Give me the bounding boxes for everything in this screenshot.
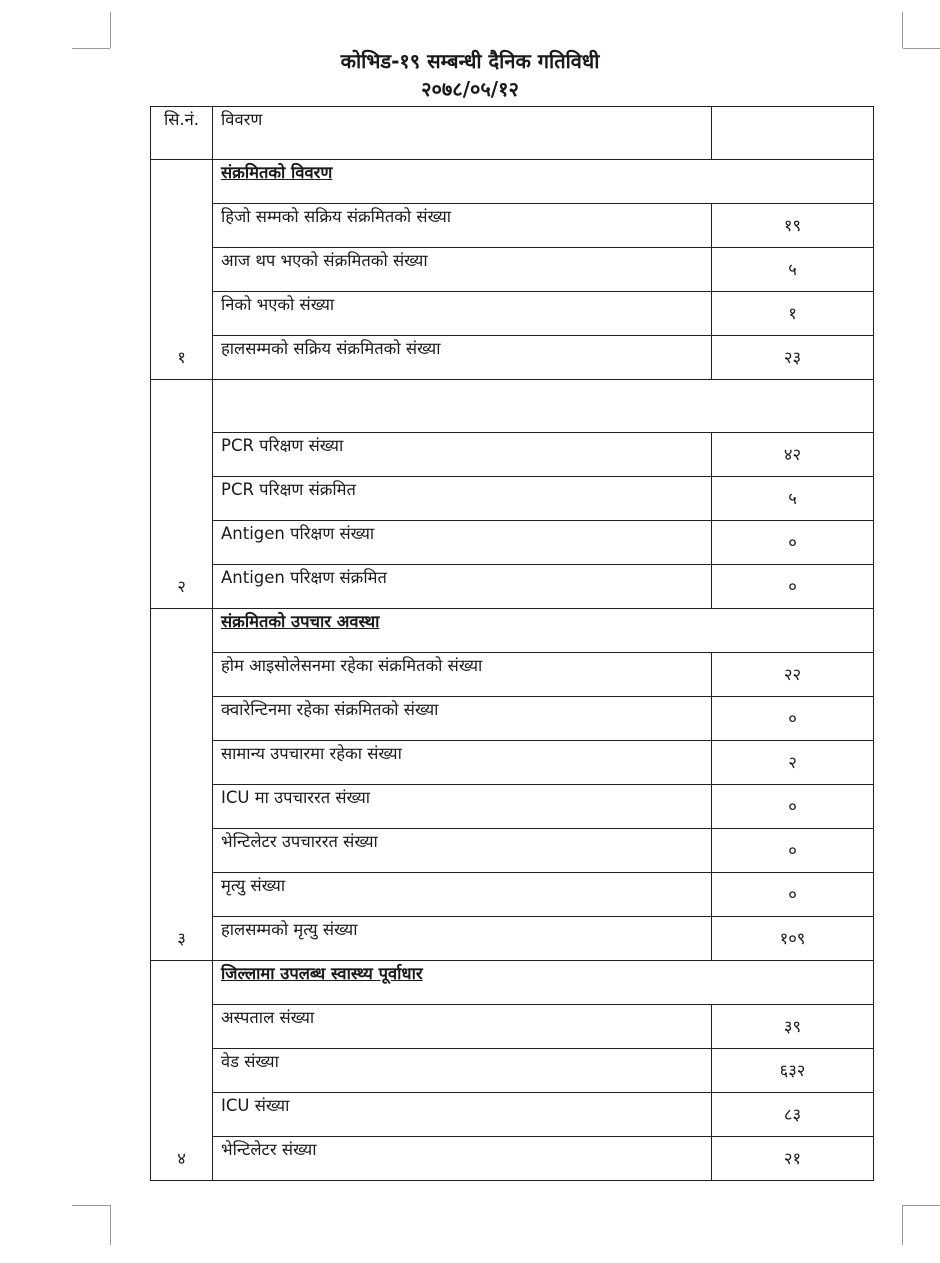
row-value: १	[712, 292, 874, 336]
table-row	[151, 477, 874, 521]
serial-number: ४	[151, 961, 213, 1181]
row-label: क्वारेन्टिनमा रहेका संक्रमितको संख्या	[213, 697, 712, 741]
table-row	[151, 697, 874, 741]
row-label: भेन्टिलेटर संख्या	[213, 1137, 712, 1181]
row-value: ०	[712, 873, 874, 917]
crop-mark	[110, 1205, 111, 1245]
row-value: ३९	[712, 1005, 874, 1049]
row-value: ८३	[712, 1093, 874, 1137]
header-sn: सि.नं.	[151, 107, 213, 160]
table-row	[151, 653, 874, 697]
row-value: ५	[712, 248, 874, 292]
table-row	[151, 433, 874, 477]
row-label: आज थप भएको संक्रमितको संख्या	[213, 248, 712, 292]
row-label: अस्पताल संख्या	[213, 1005, 712, 1049]
row-value: ६३२	[712, 1049, 874, 1093]
table-row	[151, 565, 874, 609]
row-value: २१	[712, 1137, 874, 1181]
table-row	[151, 336, 874, 380]
row-label: PCR परिक्षण संक्रमित	[213, 477, 712, 521]
document-date: २०७८/०५/१२	[421, 77, 519, 101]
table-row	[151, 292, 874, 336]
row-label: हालसम्मको मृत्यु संख्या	[213, 917, 712, 961]
crop-mark	[903, 1205, 940, 1206]
section-heading: संक्रमितको विवरण	[213, 160, 874, 204]
serial-number: १	[151, 160, 213, 380]
table-row	[151, 1005, 874, 1049]
group-heading-row	[151, 609, 874, 653]
crop-mark	[110, 12, 111, 48]
section-heading: संक्रमितको उपचार अवस्था	[213, 609, 874, 653]
group-heading-row	[151, 380, 874, 433]
covid-daily-table	[150, 106, 874, 1181]
table-row	[151, 741, 874, 785]
row-label: Antigen परिक्षण संक्रमित	[213, 565, 712, 609]
group-heading-row	[151, 961, 874, 1005]
crop-mark	[72, 1205, 110, 1206]
group-heading-row	[151, 160, 874, 204]
row-label: ICU संख्या	[213, 1093, 712, 1137]
serial-number: ३	[151, 609, 213, 961]
row-label: सामान्य उपचारमा रहेका संख्या	[213, 741, 712, 785]
header-value	[712, 107, 874, 160]
row-value: २३	[712, 336, 874, 380]
table-row	[151, 204, 874, 248]
row-value: २२	[712, 653, 874, 697]
row-label: Antigen परिक्षण संख्या	[213, 521, 712, 565]
row-value: ५	[712, 477, 874, 521]
row-label: ICU मा उपचाररत संख्या	[213, 785, 712, 829]
row-label: होम आइसोलेसनमा रहेका संक्रमितको संख्या	[213, 653, 712, 697]
table-row	[151, 917, 874, 961]
row-value: १०९	[712, 917, 874, 961]
row-value: ०	[712, 785, 874, 829]
header-description: विवरण	[213, 107, 712, 160]
row-value: १९	[712, 204, 874, 248]
row-value: ०	[712, 521, 874, 565]
row-value: ०	[712, 697, 874, 741]
document-title: कोभिड-१९ सम्बन्धी दैनिक गतिविधी	[340, 49, 600, 73]
row-value: ०	[712, 829, 874, 873]
row-value: ४२	[712, 433, 874, 477]
row-value: ०	[712, 565, 874, 609]
table-row	[151, 829, 874, 873]
section-heading: जिल्लामा उपलब्ध स्वास्थ्य पूर्वाधार	[213, 961, 874, 1005]
table-row	[151, 521, 874, 565]
crop-mark	[902, 1205, 903, 1245]
row-label: हिजो सम्मको सक्रिय संक्रमितको संख्या	[213, 204, 712, 248]
row-label: भेन्टिलेटर उपचाररत संख्या	[213, 829, 712, 873]
row-label: PCR परिक्षण संख्या	[213, 433, 712, 477]
serial-number: २	[151, 380, 213, 609]
crop-mark	[902, 12, 903, 48]
section-heading	[213, 380, 874, 433]
table-row	[151, 785, 874, 829]
table-row	[151, 1093, 874, 1137]
table-row	[151, 1049, 874, 1093]
header-row	[151, 107, 874, 160]
table-row	[151, 248, 874, 292]
row-label: निको भएको संख्या	[213, 292, 712, 336]
row-label: वेड संख्या	[213, 1049, 712, 1093]
table-row	[151, 873, 874, 917]
row-value: २	[712, 741, 874, 785]
table-row	[151, 1137, 874, 1181]
row-label: मृत्यु संख्या	[213, 873, 712, 917]
row-label: हालसम्मको सक्रिय संक्रमितको संख्या	[213, 336, 712, 380]
